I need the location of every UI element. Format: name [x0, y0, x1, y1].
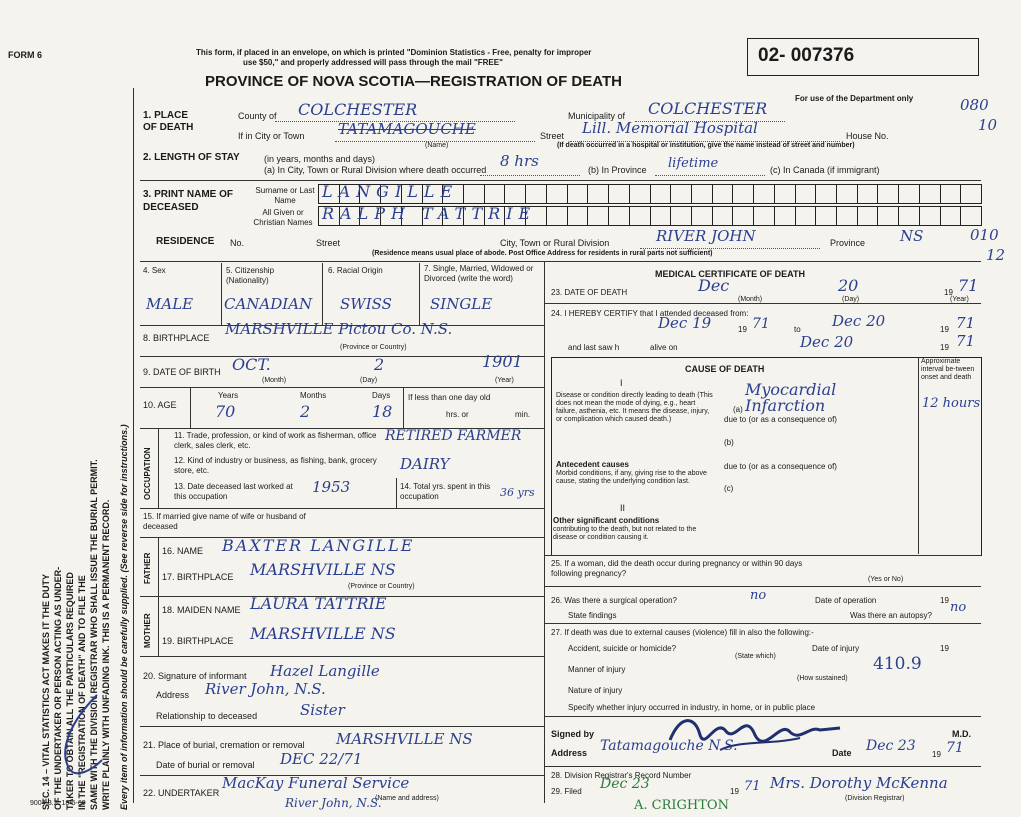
undertaker-address: River John, N.S. [285, 796, 382, 810]
sidebar-line: IN THE "REGISTRATION OF DEATH" AND TO FILE THE [77, 575, 87, 810]
father-birthplace-value: MARSHVILLE NS [250, 560, 396, 579]
cause-a-interval: 12 hours [922, 396, 981, 411]
column-divider [544, 261, 545, 803]
burial-place-label: 21. Place of burial, cremation or removal [143, 740, 305, 750]
md-label: M.D. [952, 729, 971, 739]
left-margin-line [133, 88, 134, 803]
medical-certificate-title: MEDICAL CERTIFICATE OF DEATH [655, 269, 805, 279]
informant-address-label: Address [156, 690, 190, 700]
other-conditions-note: contributing to the death, but not related to the disease or condition causing it. [553, 526, 697, 541]
attended-to-year: 71 [956, 314, 976, 332]
part-two-label: II [620, 503, 626, 513]
city-value: TATAMAGOUCHE [338, 120, 476, 138]
mother-name-value: LAURA TATTRIE [250, 594, 387, 613]
sidebar-line: TAKER TO OBTAIN ALL THE PARTICULARS REQUIRED [65, 572, 75, 810]
cause-a-value: Myocardial Infarction [745, 380, 837, 415]
print-name-label: 3. PRINT NAME OF DECEASED [143, 189, 234, 213]
age-months: 2 [300, 402, 311, 421]
mother-birthplace-label: 19. BIRTHPLACE [162, 636, 234, 646]
burial-place-value: MARSHVILLE NS [336, 730, 473, 748]
due-to-label: due to (or as a consequence of) [724, 415, 837, 424]
dod-year: 71 [958, 276, 979, 295]
residence-city-value: RIVER JOHN [656, 227, 756, 245]
last-seen-year: 71 [956, 332, 976, 350]
header-note: This form, if placed in an envelope, on which is printed "Dominion Statistics - Free, penalty for improper [196, 48, 592, 57]
attended-from: Dec 19 [658, 314, 712, 332]
informant-address-value: River John, N.S. [205, 680, 326, 698]
industry-value: DAIRY [400, 455, 450, 473]
year-label: (Year) [950, 296, 969, 303]
father-name-value: BAXTER LANGILLE [222, 536, 415, 555]
residence-province-value: NS [900, 227, 924, 245]
pregnancy-label: 25. If a woman, did the death occur during pregnancy or within 90 days following pregnancy? [551, 559, 803, 578]
less-than-day-label: If less than one day old [408, 393, 491, 402]
cause-c-label: (c) [724, 484, 734, 493]
street-value: Lill. Memorial Hospital [582, 119, 758, 137]
age-days: 18 [372, 402, 393, 421]
informant-signature-label: 20. Signature of informant [143, 671, 247, 681]
last-worked-label: 13. Date deceased last worked at this occupation [174, 482, 293, 501]
year-prefix: 19 [932, 750, 941, 759]
injury-date-label: Date of injury [812, 644, 860, 653]
mother-name-label: 18. MAIDEN NAME [162, 605, 241, 615]
dept-code: 12 [986, 246, 1006, 264]
undertaker-note: (Name and address) [375, 795, 439, 802]
spouse-label: 15. If married give name of wife or husband of deceased [143, 512, 306, 531]
county-label: County of [238, 111, 277, 121]
registrar-signature: Mrs. Dorothy McKenna [770, 774, 948, 792]
marital-status-label: 7. Single, Married, Widowed or Divorced (write the word) [424, 264, 534, 283]
citizenship-value: CANADIAN [224, 295, 313, 313]
dept-use-label: For use of the Department only [795, 94, 914, 103]
interval-label: Approximate interval be-tween onset and death [921, 358, 975, 381]
month-label: (Month) [738, 296, 763, 303]
autopsy-label: Was there an autopsy? [850, 611, 932, 620]
date-of-birth-label: 9. DATE OF BIRTH [143, 367, 221, 377]
undertaker-label: 22. UNDERTAKER [143, 788, 220, 798]
page-title: PROVINCE OF NOVA SCOTIA—REGISTRATION OF DEATH [205, 73, 622, 90]
age-years-label: Years [218, 391, 239, 400]
burial-date-value: DEC 22/71 [280, 750, 363, 768]
total-years-label: 14. Total yrs. spent in this occupation [400, 482, 491, 501]
dept-code: 080 [960, 96, 989, 114]
sidebar-line: SEC. 14 – VITAL STATISTICS ACT MAKES IT THE DUTY [41, 573, 51, 810]
dod-day: 20 [838, 276, 859, 295]
record-number-label: 28. Division Registrar's Record Number [551, 771, 692, 780]
cause-b-label: (b) [724, 438, 734, 447]
dod-month: Dec [698, 276, 730, 295]
sidebar-line: OF THE UNDERTAKER OR PERSON ACTING AS UNDER- [53, 566, 63, 810]
citizenship-label: 5. Citizenship (Nationality) [226, 266, 275, 285]
specify-label: Specify whether injury occurred in industry, in home, or in public place [568, 703, 816, 712]
filed-label: 29. Filed [551, 787, 582, 796]
surname-value: LANGILLE [322, 182, 459, 201]
dept-code: 010 [970, 226, 999, 244]
marital-status-value: SINGLE [430, 295, 493, 313]
father-name-label: 16. NAME [162, 546, 204, 556]
surgery-value: no [750, 588, 767, 603]
surname-label: Surname or Last Name [255, 186, 315, 205]
residence-no-label: No. [230, 238, 245, 248]
birthplace-value: MARSHVILLE Pictou Co. N.S. [225, 320, 453, 338]
stay-b-label: (b) In Province [588, 165, 647, 175]
last-saw-label: and last saw h [568, 343, 620, 352]
informant-signature-value: Hazel Langille [270, 662, 380, 680]
dob-day: 2 [374, 355, 385, 374]
manner-label: Manner of injury [568, 665, 626, 674]
findings-label: State findings [568, 611, 617, 620]
total-years-value: 36 yrs [500, 486, 535, 499]
form-number: FORM 6 [8, 50, 43, 60]
year-prefix: 19 [730, 787, 739, 796]
external-causes-label: 27. If death was due to external causes (violence) fill in also the following:- [551, 628, 814, 637]
cert-date-year: 71 [946, 740, 964, 756]
date-of-death-label: 23. DATE OF DEATH [551, 288, 628, 297]
antecedent-note: Morbid conditions, if any, giving rise to the above cause, stating the underlying condition last. [556, 470, 707, 485]
residence-street-label: Street [316, 238, 341, 248]
year-prefix: 19 [940, 325, 949, 334]
trade-value: RETIRED FARMER [385, 428, 522, 444]
cause-a-label: (a) [733, 405, 743, 414]
yes-no-label: (Yes or No) [868, 576, 904, 583]
year-prefix: 19 [940, 343, 949, 352]
age-label: 10. AGE [143, 400, 177, 410]
relationship-value: Sister [300, 701, 345, 719]
birthplace-label: 8. BIRTHPLACE [143, 333, 210, 343]
residence-city-label: City, Town or Rural Division [500, 238, 610, 248]
given-names-value: RALPH TATTRIE [322, 204, 537, 223]
day-label: (Day) [360, 377, 378, 384]
last-worked-value: 1953 [312, 478, 351, 496]
municipality-label: Municipality of [568, 111, 626, 121]
burial-date-label: Date of burial or removal [156, 760, 255, 770]
place-of-death-label: 1. PLACE OF DEATH [143, 110, 194, 133]
birthplace-note: (Province or Country) [340, 344, 407, 351]
month-label: (Month) [262, 377, 287, 384]
year-label: (Year) [495, 377, 514, 384]
year-prefix: 19 [944, 288, 953, 297]
city-label: If in City or Town [238, 131, 305, 141]
street-label: Street [540, 131, 565, 141]
cert-date-value: Dec 23 [866, 738, 916, 754]
racial-origin-label: 6. Racial Origin [328, 266, 383, 275]
age-months-label: Months [300, 391, 327, 400]
sidebar-line: WRITE PLAINLY WITH UNFADING INK. THIS IS A PERMANENT RECORD. [101, 499, 111, 810]
residence-label: RESIDENCE [156, 236, 215, 247]
day-label: (Day) [842, 296, 860, 303]
father-birthplace-label: 17. BIRTHPLACE [162, 572, 234, 582]
check-mark-icon [52, 690, 112, 780]
header-note: use $50," and properly addressed will pass through the mail "FREE" [243, 58, 503, 67]
filed-year: 71 [744, 779, 761, 794]
father-vertical-label: FATHER [143, 552, 152, 584]
given-names-label: All Given or Christian Names [253, 208, 313, 227]
part-one-label: I [620, 378, 623, 388]
hrs-label: hrs. or [446, 410, 469, 419]
sex-value: MALE [146, 295, 194, 313]
registrar-stamp: A. CRIGHTON [634, 798, 729, 813]
surgery-label: 26. Was there a surgical operation? [551, 596, 677, 605]
year-prefix: 19 [940, 596, 949, 605]
sidebar-line: SAME WITH THE DIVISION REGISTRAR WHO SHALL ISSUE THE BURIAL PERMIT. [89, 459, 99, 810]
stay-c-label: (c) In Canada (if immigrant) [770, 165, 880, 175]
last-seen-date: Dec 20 [800, 333, 854, 351]
min-label: min. [515, 410, 531, 419]
undertaker-name: MacKay Funeral Service [222, 774, 410, 792]
age-years: 70 [215, 402, 236, 421]
stay-a-value: 8 hrs [500, 152, 539, 170]
attended-to: Dec 20 [832, 312, 886, 330]
industry-label: 12. Kind of industry or business, as fishing, bank, grocery store, etc. [174, 456, 377, 475]
county-value: COLCHESTER [298, 100, 418, 119]
signed-by-label: Signed by [551, 729, 595, 739]
manner-code: 410.9 [873, 654, 922, 674]
year-prefix: 19 [940, 644, 949, 653]
operation-date-label: Date of operation [815, 596, 877, 605]
stay-note: (in years, months and days) [264, 154, 376, 164]
physician-address-label: Address [551, 748, 588, 758]
antecedent-label: Antecedent causes [556, 460, 629, 469]
attended-from-year: 71 [752, 316, 770, 332]
father-birthplace-note: (Province or Country) [348, 583, 415, 590]
cert-date-label: Date [832, 748, 852, 758]
dept-code: 10 [978, 116, 998, 134]
residence-note: (Residence means usual place of abode. Post Office Address for residents in rural parts not sufficient) [372, 250, 713, 257]
name-note: (Name) [425, 142, 449, 149]
how-sustained-label: (How sustained) [797, 675, 848, 682]
alive-on-label: alive on [650, 343, 678, 352]
registration-number: 02- 007376 [758, 45, 855, 66]
state-which-label: (State which) [735, 653, 776, 660]
dob-month: OCT. [232, 355, 271, 374]
certify-label: 24. I HEREBY CERTIFY that I attended deceased from: [551, 309, 749, 318]
nature-label: Nature of injury [568, 686, 623, 695]
municipality-value: COLCHESTER [648, 99, 768, 118]
relationship-label: Relationship to deceased [156, 711, 258, 721]
mother-vertical-label: MOTHER [143, 613, 152, 648]
to-label: to [794, 325, 801, 334]
stay-a-label: (a) In City, Town or Rural Division where death occurred [264, 165, 487, 175]
length-of-stay-label: 2. LENGTH OF STAY [143, 152, 240, 163]
sidebar-line: Every item of information should be carefully supplied. (See reverse side for instructions.) [119, 424, 129, 810]
disease-label: Disease or condition directly leading to death (This does not mean the mode of dying, e.g., heart failure, asthenia, etc. It means the disease, injury, or complication which caused death.) [556, 392, 713, 423]
footer-code: 9004-3.2: 18-5-60 [30, 800, 86, 807]
registrar-note: (Division Registrar) [845, 795, 905, 802]
due-to-label: due to (or as a consequence of) [724, 462, 837, 471]
dob-year: 1901 [482, 352, 523, 371]
cause-of-death-title: CAUSE OF DEATH [685, 364, 765, 374]
residence-province-label: Province [830, 238, 866, 248]
filed-date: Dec 23 [600, 776, 650, 792]
occupation-vertical-label: OCCUPATION [143, 447, 152, 500]
mother-birthplace-value: MARSHVILLE NS [250, 624, 396, 643]
age-days-label: Days [372, 391, 391, 400]
hospital-note: (If death occurred in a hospital or institution, give the name instead of street and number) [557, 142, 855, 149]
stay-b-value: lifetime [668, 156, 719, 171]
house-no-label: House No. [846, 131, 889, 141]
autopsy-value: no [950, 600, 967, 615]
trade-label: 11. Trade, profession, or kind of work as fisherman, office clerk, sales clerk, etc. [174, 431, 377, 450]
accident-label: Accident, suicide or homicide? [568, 644, 677, 653]
physician-address-value: Tatamagouche N.S. [600, 738, 738, 754]
other-conditions-label: Other significant conditions [553, 516, 660, 525]
racial-origin-value: SWISS [340, 295, 392, 313]
year-prefix: 19 [738, 325, 747, 334]
sex-label: 4. Sex [143, 266, 166, 275]
